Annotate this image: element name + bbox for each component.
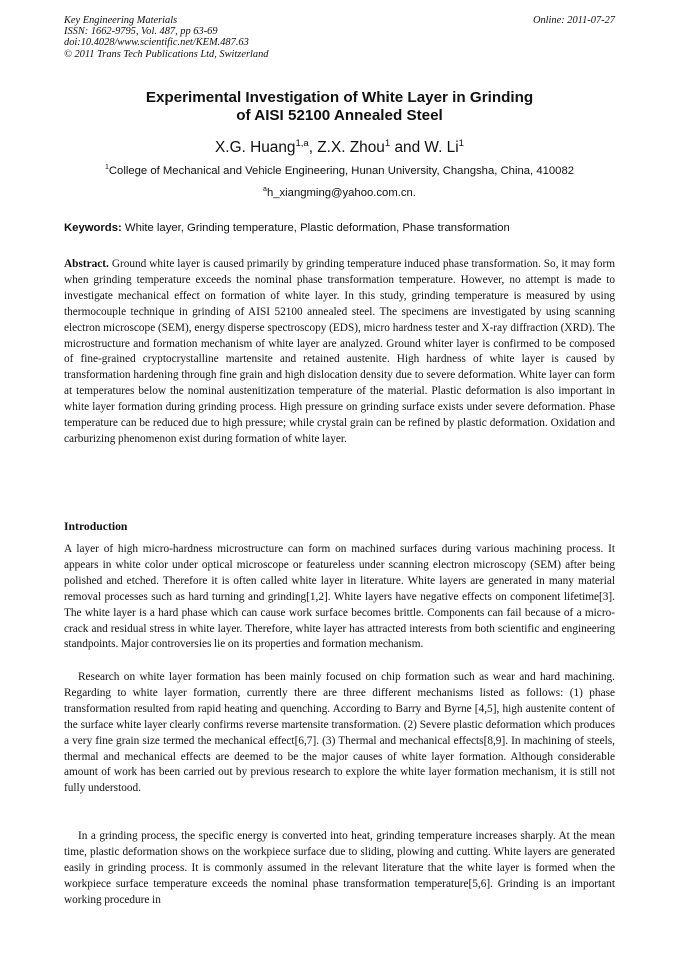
body-paragraph: In a grinding process, the specific energy is converted into heat, grinding temperature increases sharply. At the mean time, plastic deformation shows on the workpiece surface due to sliding, plowing and cutting. White layers are generated easily in grinding process. It is commonly assumed in the relevant literature that the white layer is formed when the workpiece surface temperature exceeds the nominal phase transformation temperature[5,6]. Grinding is an important working procedure in (64, 830, 615, 906)
online-date: Online: 2011-07-27 (532, 15, 615, 26)
section-heading-introduction: Introduction (64, 520, 128, 533)
journal-name: Key Engineering Materials (64, 15, 178, 26)
affiliation (64, 163, 615, 179)
journal-copyright: © 2011 Trans Tech Publications Ltd, Switzerland (64, 48, 269, 60)
author-name: W. Li (424, 139, 459, 156)
paper-title (64, 89, 615, 125)
email-address[interactable]: h_xiangming@yahoo.com.cn. (266, 187, 416, 199)
title-line-1: Experimental Investigation of White Layer in Grinding (145, 89, 534, 106)
keywords-text: White layer, Grinding temperature, Plastic deformation, Phase transformation (124, 222, 510, 234)
journal-issn: ISSN: 1662-9795, Vol. 487, pp 63-69 (64, 26, 218, 38)
affiliation-mark: 1 (104, 164, 109, 172)
keywords-label: Keywords: (64, 222, 122, 234)
author-email (64, 185, 615, 201)
author-affiliation-mark: 1 (384, 137, 391, 149)
author-name: X.G. Huang (215, 139, 296, 156)
author-affiliation-mark: 1 (458, 137, 464, 149)
affiliation-text: College of Mechanical and Vehicle Engineering, Hunan University, Changsha, China, 410082 (108, 165, 575, 177)
author-separator: , (308, 139, 318, 156)
author-separator: and (390, 139, 425, 156)
body-paragraph: A layer of high micro-hardness microstructure can form on machined surfaces during various machining process. It appears in white color under optical microscope or featureless under scanning electron microscopy (SEM) after being polished and etched. Therefore it is often called white layer in literature. White layers are generated in many material removal processes such as hard turning and grinding[1,2]. White layers have negative effects on component lifetime[3]. The white layer is a hard phase which can cause work surface becomes brittle. Components can fail because of a micro-crack and residual stress in white layer. Therefore, white layer has attracted interests from both scientific and engineering standpoints. Major controversies lie on its properties and formation mechanism. (64, 543, 615, 651)
abstract-text: Ground white layer is caused primarily by grinding temperature induced phase transformation. So, it may form when grinding temperature exceeds the nominal phase transformation temperature. However, no attempt is made to investigate mechanical effect on formation of white layer. In this study, grinding temperature is measured by using thermocouple technique in grinding of AISI 52100 annealed steel. The specimens are investigated by using scanning electron microscope (SEM), energy disperse spectroscopy (EDS), micro hardness tester and X-ray diffraction (XRD). The microstructure and formation mechanism of white layer are analyzed. Ground whiter layer is confirmed to be composed of fine-grained cryptocrystalline martensite and retained austenite. High hardness of white layer is caused by transformation hardening through fine grain and high dislocation density due to severe deformation. White layer can form at temperatures below the nominal austenitization temperature of the material. Plastic deformation is also important in white layer formation during grinding process. High pressure on grinding surface exists under severe deformation. Phase temperature can be reduced due to high pressure; while crystal grain can be refined by plastic deformation. Oxidation and carburizing phenomenon exist during formation of white layer. (64, 258, 616, 445)
abstract-label: Abstract. (64, 258, 109, 270)
journal-header (64, 15, 268, 60)
author-list (64, 138, 615, 158)
title-line-2: of AISI 52100 Annealed Steel (236, 107, 443, 124)
journal-doi[interactable]: doi:10.4028/www.scientific.net/KEM.487.63 (64, 37, 249, 49)
author-name: Z.X. Zhou (317, 139, 385, 156)
abstract (64, 257, 615, 448)
body-paragraph: Research on white layer formation has been mainly focused on chip formation such as wear and hard machining. Regarding to white layer formation, currently there are three different mechanisms listed as follows: (1) phase transformation resulted from rapid heating and quenching. According to Barry and Byrne [4,5], high austenite content of the surface white layer clearly confirms reverse martensite transformation. (2) Severe plastic deformation which produces a very fine grain size termed the mechanical effect[6,7]. (3) Thermal and mechanical effects[8,9]. In machining of steels, thermal and mechanical effects are deemed to be the major causes of white layer formation. Although considerable amount of work has been carried out by previous research to explore the white layer formation mechanism, it is still not fully understood. (64, 671, 615, 795)
author-affiliation-mark: 1,a (295, 137, 309, 149)
email-mark: a (263, 186, 267, 194)
keywords (64, 220, 615, 236)
